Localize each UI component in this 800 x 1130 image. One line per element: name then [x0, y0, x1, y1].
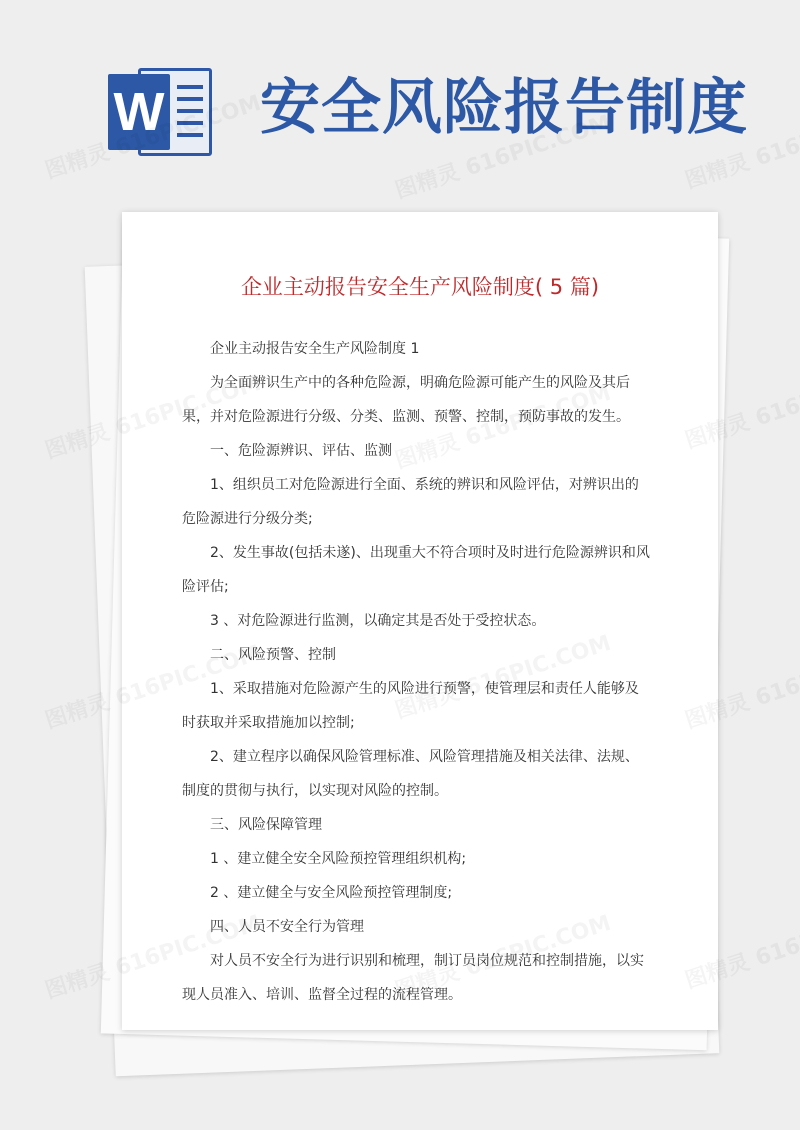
banner-title: 安全风险报告制度	[260, 73, 748, 143]
document-paragraph: 企业主动报告安全生产风险制度 1	[210, 341, 420, 357]
document-paragraph: 2 、建立健全与安全风险预控管理制度;	[210, 885, 453, 901]
document-body	[182, 332, 652, 1012]
word-document-icon	[108, 68, 212, 156]
document-paragraph: 1、组织员工对危险源进行全面、系统的辨识和风险评估，对辨识出的危险源进行分级分类;	[182, 477, 639, 527]
document-page	[122, 212, 718, 1030]
document-paragraph: 2、发生事故(包括未遂)、出现重大不符合项时及时进行危险源辨识和风险评估;	[182, 545, 650, 595]
document-paragraph: 2、建立程序以确保风险管理标准、风险管理措施及相关法律、法规、制度的贯彻与执行，以实现对风险的控制。	[182, 749, 639, 799]
section-heading: 二、风险预警、控制	[210, 647, 336, 663]
document-title: 企业主动报告安全生产风险制度( 5 篇)	[240, 275, 600, 299]
section-heading: 一、危险源辨识、评估、监测	[210, 443, 392, 459]
document-paragraph: 1、采取措施对危险源产生的风险进行预警，使管理层和责任人能够及时获取并采取措施加以控制;	[182, 681, 639, 731]
section-heading: 三、风险保障管理	[210, 817, 322, 833]
word-icon-letter: W	[108, 74, 170, 150]
document-paragraph: 对人员不安全行为进行识别和梳理，制订员岗位规范和控制措施，以实现人员准入、培训、监督全过程的流程管理。	[182, 953, 644, 1003]
document-paragraph: 为全面辨识生产中的各种危险源，明确危险源可能产生的风险及其后果，并对危险源进行分级、分类、监测、预警、控制，预防事故的发生。	[182, 375, 630, 425]
document-paragraph: 3 、对危险源进行监测，以确定其是否处于受控状态。	[210, 613, 546, 629]
section-heading: 四、人员不安全行为管理	[210, 919, 364, 935]
header-banner	[0, 0, 800, 200]
document-paragraph: 1 、建立健全安全风险预控管理组织机构;	[210, 851, 467, 867]
